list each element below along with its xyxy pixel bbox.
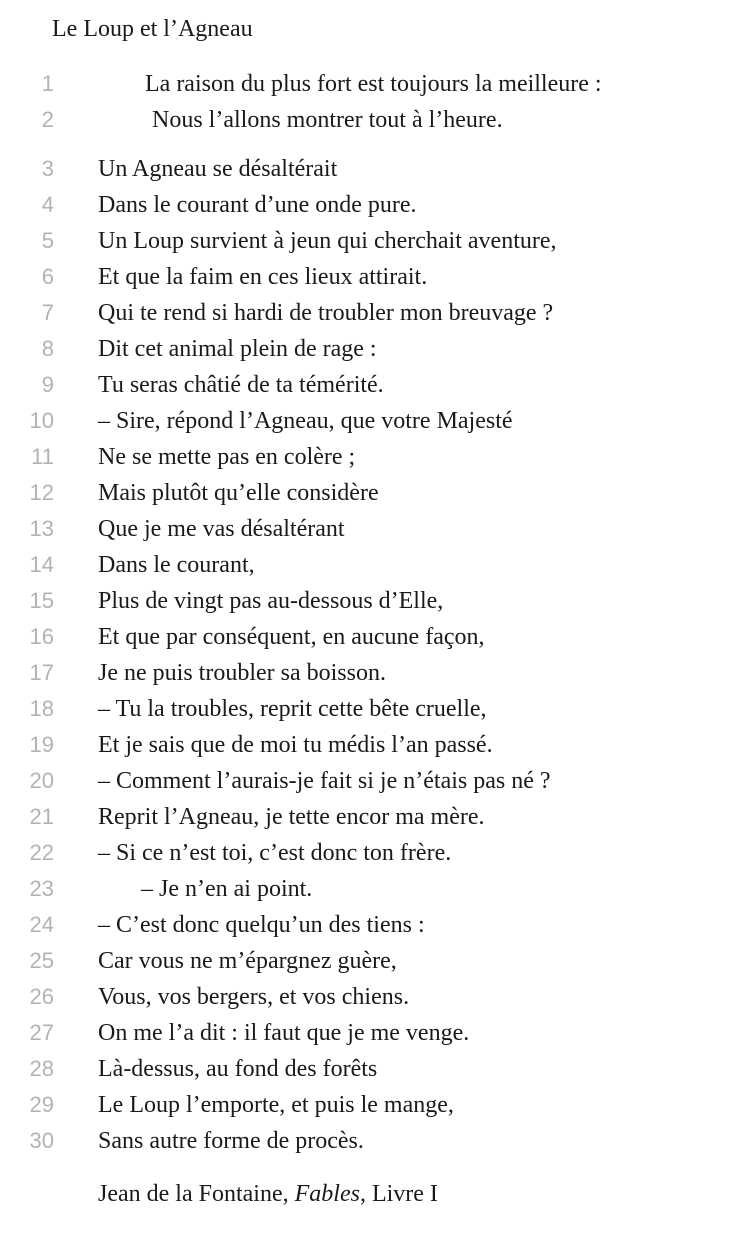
line-text: Le Loup l’emporte, et puis le mange,: [98, 1092, 454, 1118]
line-text: Vous, vos bergers, et vos chiens.: [98, 984, 410, 1010]
poem-title: Le Loup et l’Agneau: [52, 16, 253, 42]
line-number: 16: [29, 624, 54, 649]
line-text: Nous l’allons montrer tout à l’heure.: [152, 107, 503, 133]
poem-line: [0, 1087, 754, 1123]
poem-line: [0, 583, 754, 619]
line-number: 6: [41, 264, 54, 289]
line-text: La raison du plus fort est toujours la meilleure :: [145, 71, 602, 97]
line-number: 5: [41, 228, 54, 253]
line-number: 3: [41, 156, 54, 181]
line-number: 25: [29, 948, 54, 973]
line-text: Un Agneau se désaltérait: [98, 156, 338, 182]
poem-line: [0, 511, 754, 547]
poem-line: [0, 331, 754, 367]
attribution-work-title: Fables: [294, 1181, 360, 1207]
line-text: – Sire, répond l’Agneau, que votre Majesté: [98, 408, 513, 434]
line-text: Tu seras châtié de ta témérité.: [98, 372, 384, 398]
line-number: 15: [29, 588, 54, 613]
line-text: Car vous ne m’épargnez guère,: [98, 948, 397, 974]
line-number: 10: [29, 408, 54, 433]
line-number: 9: [41, 372, 54, 397]
line-text: Ne se mette pas en colère ;: [98, 444, 356, 470]
line-number: 1: [41, 71, 54, 96]
line-text: – Je n’en ai point.: [141, 876, 313, 902]
poem-line: [0, 979, 754, 1015]
poem-line: [0, 835, 754, 871]
poem-line: [0, 1123, 754, 1159]
line-text: Sans autre forme de procès.: [98, 1128, 364, 1154]
line-number: 23: [29, 876, 54, 901]
poem-line: [0, 367, 754, 403]
poem-line: [0, 943, 754, 979]
poem-line: [0, 475, 754, 511]
poem-line: [0, 547, 754, 583]
line-text: – Si ce n’est toi, c’est donc ton frère.: [98, 840, 452, 866]
line-text: Là-dessus, au fond des forêts: [98, 1056, 378, 1082]
line-text: – Tu la troubles, reprit cette bête cruelle,: [98, 696, 487, 722]
poem-line: [0, 439, 754, 475]
poem-line: [0, 259, 754, 295]
poem-line: [0, 295, 754, 331]
line-text: Que je me vas désaltérant: [98, 516, 345, 542]
line-text: Et que la faim en ces lieux attirait.: [98, 264, 428, 290]
line-text: – C’est donc quelqu’un des tiens :: [98, 912, 425, 938]
poem-line: [0, 727, 754, 763]
line-text: Plus de vingt pas au-dessous d’Elle,: [98, 588, 444, 614]
line-number: 24: [29, 912, 54, 937]
line-number: 4: [41, 192, 54, 217]
line-number: 27: [29, 1020, 54, 1045]
line-number: 20: [29, 768, 54, 793]
line-number: 19: [29, 732, 54, 757]
poem-line: [0, 619, 754, 655]
poem-line: [0, 1051, 754, 1087]
line-text: Dans le courant,: [98, 552, 255, 578]
line-number: 18: [29, 696, 54, 721]
line-text: Je ne puis troubler sa boisson.: [98, 660, 386, 686]
poem-line: [0, 799, 754, 835]
line-number: 21: [29, 804, 54, 829]
line-number: 26: [29, 984, 54, 1009]
attribution: [98, 1176, 438, 1212]
poem-line: [0, 102, 754, 138]
line-number: 2: [41, 107, 54, 132]
poem-line: [0, 223, 754, 259]
line-text: Un Loup survient à jeun qui cherchait aventure,: [98, 228, 557, 254]
line-text: Et que par conséquent, en aucune façon,: [98, 624, 485, 650]
line-text: Dit cet animal plein de rage :: [98, 336, 377, 362]
line-text: Dans le courant d’une onde pure.: [98, 192, 417, 218]
poem-line: [0, 151, 754, 187]
line-number: 7: [41, 300, 54, 325]
attribution-book: , Livre I: [359, 1181, 438, 1207]
poem-line: [0, 655, 754, 691]
line-number: 11: [31, 444, 54, 469]
line-number: 12: [29, 480, 54, 505]
poem-line: [0, 763, 754, 799]
poem-line: [0, 187, 754, 223]
poem-line: [0, 66, 754, 102]
line-number: 14: [29, 552, 54, 577]
line-number: 8: [41, 336, 54, 361]
line-text: – Comment l’aurais-je fait si je n’étais pas né ?: [98, 768, 551, 794]
line-text: Et je sais que de moi tu médis l’an passé.: [98, 732, 493, 758]
line-text: Reprit l’Agneau, je tette encor ma mère.: [98, 804, 485, 830]
line-number: 22: [29, 840, 54, 865]
attribution-author: Jean de la Fontaine,: [98, 1181, 295, 1207]
line-text: On me l’a dit : il faut que je me venge.: [98, 1020, 470, 1046]
line-number: 17: [29, 660, 54, 685]
line-number: 29: [29, 1092, 54, 1117]
poem-line: [0, 907, 754, 943]
poem-line: [0, 691, 754, 727]
poem-line: [0, 871, 754, 907]
line-text: Qui te rend si hardi de troubler mon breuvage ?: [98, 300, 554, 326]
line-number: 28: [29, 1056, 54, 1081]
poem-line: [0, 1015, 754, 1051]
line-number: 30: [29, 1128, 54, 1153]
line-text: Mais plutôt qu’elle considère: [98, 480, 379, 506]
line-number: 13: [29, 516, 54, 541]
poem-line: [0, 403, 754, 439]
